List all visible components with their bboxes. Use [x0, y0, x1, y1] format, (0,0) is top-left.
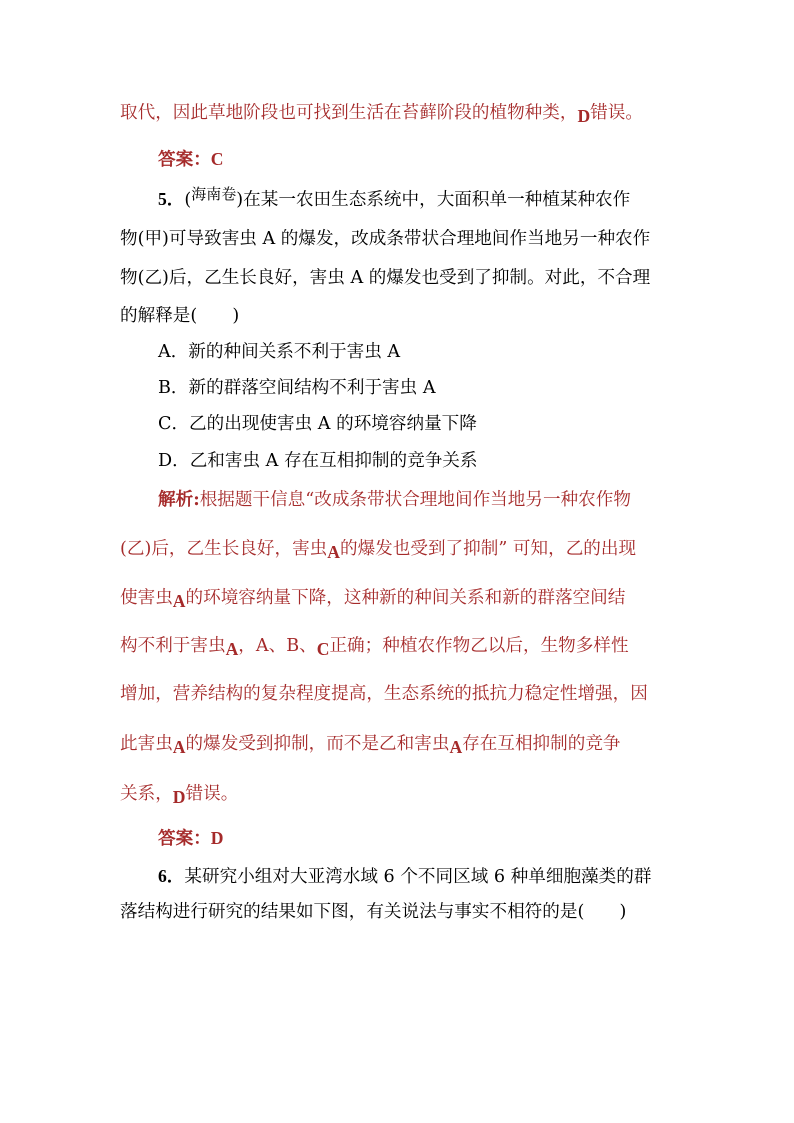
- pest-letter: A: [327, 542, 340, 562]
- pest-letter: A: [225, 639, 239, 659]
- analysis-text: 关系，: [120, 784, 173, 804]
- analysis-line6: [120, 731, 621, 756]
- analysis-text: 的环境容纳量下降，这种新的种间关系和新的群落空间结: [185, 588, 626, 608]
- answer-value: D: [210, 828, 224, 848]
- prev-answer: [158, 147, 224, 172]
- prev-analysis-end: 错误。: [590, 103, 643, 123]
- q5-stem-line1: [158, 187, 630, 212]
- analysis-line2: [120, 536, 636, 561]
- option-letter: C: [316, 639, 330, 659]
- q5-answer: [158, 826, 224, 851]
- analysis-text: 构不利于害虫: [120, 636, 226, 656]
- q6-stem-text: 某研究小组对大亚湾水域 6 个不同区域 6 种单细胞藻类的群: [184, 867, 652, 887]
- analysis-line4: [120, 633, 629, 658]
- q6-stem-line2: 落结构进行研究的结果如下图，有关说法与事实不相符的是( ): [120, 902, 627, 922]
- question-number: 5．: [158, 189, 185, 209]
- pest-letter: A: [449, 737, 463, 757]
- q5-option-a: A．新的种间关系不利于害虫 A: [158, 342, 401, 362]
- pest-letter: A: [172, 591, 186, 611]
- analysis-text: 的爆发也受到了抑制” 可知，乙的出现: [339, 539, 637, 559]
- q5-option-d: D．乙和害虫 A 存在互相抑制的竞争关系: [158, 451, 478, 471]
- analysis-text: 根据题干信息“改成条带状合理地间作当地另一种农作物: [199, 490, 631, 510]
- analysis-line7: [120, 781, 238, 806]
- analysis-text: (乙)后，乙生长良好，害虫: [120, 539, 328, 559]
- analysis-line1: [158, 488, 631, 512]
- question-number: 6．: [158, 866, 185, 886]
- pest-letter: A: [172, 737, 186, 757]
- q5-option-c: C．乙的出现使害虫 A 的环境容纳量下降: [158, 414, 477, 434]
- q5-option-b: B．新的群落空间结构不利于害虫 A: [158, 378, 436, 398]
- source-paren-close: ): [236, 190, 244, 210]
- q5-stem-line4: 的解释是( ): [120, 306, 240, 326]
- analysis-label: 解析:: [158, 489, 200, 510]
- prev-analysis-line: [120, 100, 643, 125]
- analysis-text: 此害虫: [120, 734, 173, 754]
- prev-analysis-text: 取代，因此草地阶段也可找到生活在苔藓阶段的植物种类，: [120, 103, 578, 123]
- analysis-line3: [120, 585, 625, 610]
- analysis-text: 的爆发受到抑制，而不是乙和害虫: [185, 734, 450, 754]
- source-paren-open: (: [184, 190, 192, 210]
- question-source: 海南卷: [191, 185, 237, 203]
- analysis-line5: 增加，营养结构的复杂程度提高，生态系统的抵抗力稳定性增强，因: [120, 684, 648, 704]
- answer-value: C: [210, 149, 224, 169]
- analysis-text: 存在互相抑制的竞争: [462, 734, 621, 754]
- analysis-text: 使害虫: [120, 588, 173, 608]
- q5-stem-text: 在某一农田生态系统中，大面积单一种植某种农作: [243, 190, 631, 210]
- q5-stem-line2: 物(甲)可导致害虫 A 的爆发，改成条带状合理地间作当地另一种农作: [120, 229, 651, 249]
- analysis-text: ，A、B、: [238, 636, 317, 656]
- answer-label: 答案：: [158, 828, 211, 849]
- q5-stem-line3: 物(乙)后，乙生长良好，害虫 A 的爆发也受到了抑制。对此，不合理: [120, 268, 651, 288]
- prev-analysis-letter: D: [577, 106, 591, 126]
- analysis-text: 错误。: [185, 784, 239, 804]
- option-letter: D: [172, 787, 186, 807]
- analysis-text: 正确；种植农作物乙以后，生物多样性: [329, 636, 629, 656]
- q6-stem-line1: [158, 864, 651, 889]
- answer-label: 答案：: [158, 149, 211, 170]
